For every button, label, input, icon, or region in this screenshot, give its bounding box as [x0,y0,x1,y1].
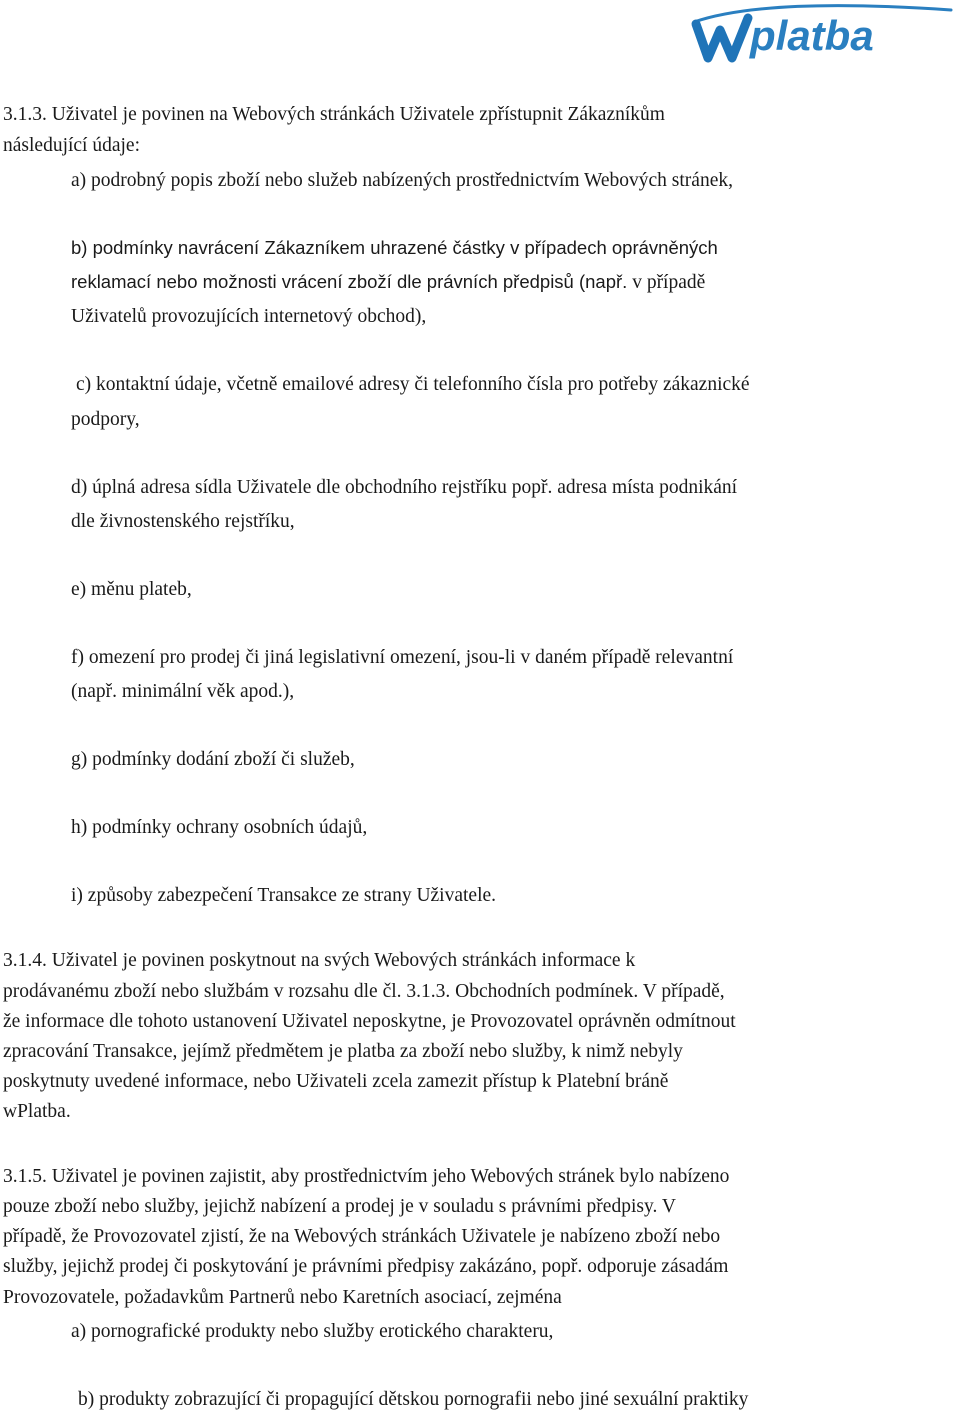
item-c-line-2: podpory, [71,409,140,430]
section-315-line-1: 3.1.5. Uživatel je povinen zajistit, aby prostřednictvím jeho Webových stránek bylo nabízeno [3,1166,730,1187]
wplatba-logo [686,0,960,70]
item-e: e) měnu plateb, [71,579,192,600]
item-f-line-2: (např. minimální věk apod.), [71,681,295,702]
item-b-line-2-sans: reklamací nebo možnosti vrácení zboží dle právních předpisů (např. [71,271,628,292]
item-f-line-1: f) omezení pro prodej či jiná legislativní omezení, jsou-li v daném případě relevantní [71,647,734,668]
section-314-line-3: že informace dle tohoto ustanovení Uživatel neposkytne, je Provozovatel oprávněn odmítnout [3,1011,736,1032]
section-315-line-4: služby, jejichž prodej či poskytování je právními předpisy zakázáno, popř. odporuje zásadám [3,1256,729,1277]
section-314-line-6: wPlatba. [3,1101,71,1122]
item-i: i) způsoby zabezpečení Transakce ze strany Uživatele. [71,885,497,906]
item-d-line-2: dle živnostenského rejstříku, [71,511,295,532]
item-g: g) podmínky dodání zboží či služeb, [71,749,355,770]
item-b-line-1: b) podmínky navrácení Zákazníkem uhrazené částky v případech oprávněných [71,237,718,258]
section-315-item-a: a) pornografické produkty nebo služby erotického charakteru, [71,1321,554,1342]
section-315-item-b: b) produkty zobrazující či propagující dětskou pornografii nebo jiné sexuální praktiky [78,1389,749,1410]
section-313-line-2: následující údaje: [3,135,140,156]
section-314-line-1: 3.1.4. Uživatel je povinen poskytnout na svých Webových stránkách informace k [3,950,636,971]
item-a: a) podrobný popis zboží nebo služeb nabízených prostřednictvím Webových stránek, [71,170,733,191]
item-b-line-2-serif: v případě [627,272,706,293]
section-313-line-1: 3.1.3. Uživatel je povinen na Webových stránkách Uživatele zpřístupnit Zákazníkům [3,104,665,125]
item-h: h) podmínky ochrany osobních údajů, [71,817,368,838]
section-314-line-4: zpracování Transakce, jejímž předmětem je platba za zboží nebo služby, k nimž nebyly [3,1041,683,1062]
section-315-line-3: případě, že Provozovatel zjistí, že na Webových stránkách Uživatele je nabízeno zboží nebo [3,1226,721,1247]
item-c-line-1: c) kontaktní údaje, včetně emailové adresy či telefonního čísla pro potřeby zákaznické [76,374,750,395]
logo-text: platba [750,12,874,59]
item-d-line-1: d) úplná adresa sídla Uživatele dle obchodního rejstříku popř. adresa místa podnikání [71,477,738,498]
item-b-line-2 [71,270,705,295]
section-314-line-2: prodávanému zboží nebo službám v rozsahu dle čl. 3.1.3. Obchodních podmínek. V případě, [3,981,725,1002]
item-b-line-3: Uživatelů provozujících internetový obchod), [71,306,427,327]
section-315-line-5: Provozovatele, požadavkům Partnerů nebo Karetních asociací, zejména [3,1287,562,1308]
section-315-line-2: pouze zboží nebo služby, jejichž nabízení a prodej je v souladu s právními předpisy. V [3,1196,676,1217]
section-314-line-5: poskytnuty uvedené informace, nebo Uživateli zcela zamezit přístup k Platební bráně [3,1071,669,1092]
